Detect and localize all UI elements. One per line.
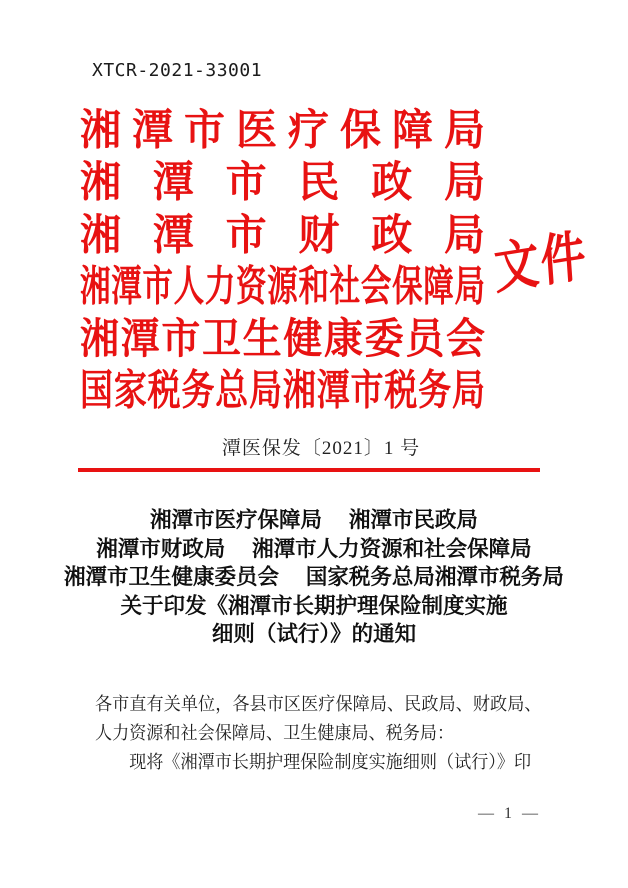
retrieval-code: XTCR-2021-33001 [92,60,263,81]
title-line: 湘潭市财政局 湘潭市人力资源和社会保障局 [96,536,532,561]
agency-line: 湘潭市民政局 [80,158,485,207]
title-line: 细则（试行）》的通知 [211,622,417,647]
page-number: — 1 — [478,805,541,822]
document-body [95,690,542,777]
issuing-agencies [80,104,485,418]
document-word-label: 文件 [492,224,590,301]
agency-line: 湘潭市医疗保障局 [80,106,485,154]
title-line: 关于印发《湘潭市长期护理保险制度实施 [120,593,508,618]
red-letterhead [80,104,590,418]
document-title [48,506,580,649]
agency-line: 湘潭市财政局 [80,210,485,259]
title-line: 湘潭市卫生健康委员会 国家税务总局湘潭市税务局 [64,565,564,590]
title-line: 湘潭市医疗保障局 湘潭市民政局 [150,508,478,532]
agency-line: 国家税务总局湘潭市税务局 [80,369,485,415]
body-paragraph: 现将《湘潭市长期护理保险制度实施细则（试行）》印 [129,752,532,772]
agency-line: 湘潭市卫生健康委员会 [80,315,485,363]
salutation-paragraph: 各市直有关单位，各县市区医疗保障局、民政局、财政局、人力资源和社会保障局、卫生健康局、税务局： [95,694,542,743]
agency-line: 湘潭市人力资源和社会保障局 [80,263,485,311]
red-divider-line [78,468,540,472]
document-number: 潭医保发〔2021〕1 号 [221,438,421,459]
